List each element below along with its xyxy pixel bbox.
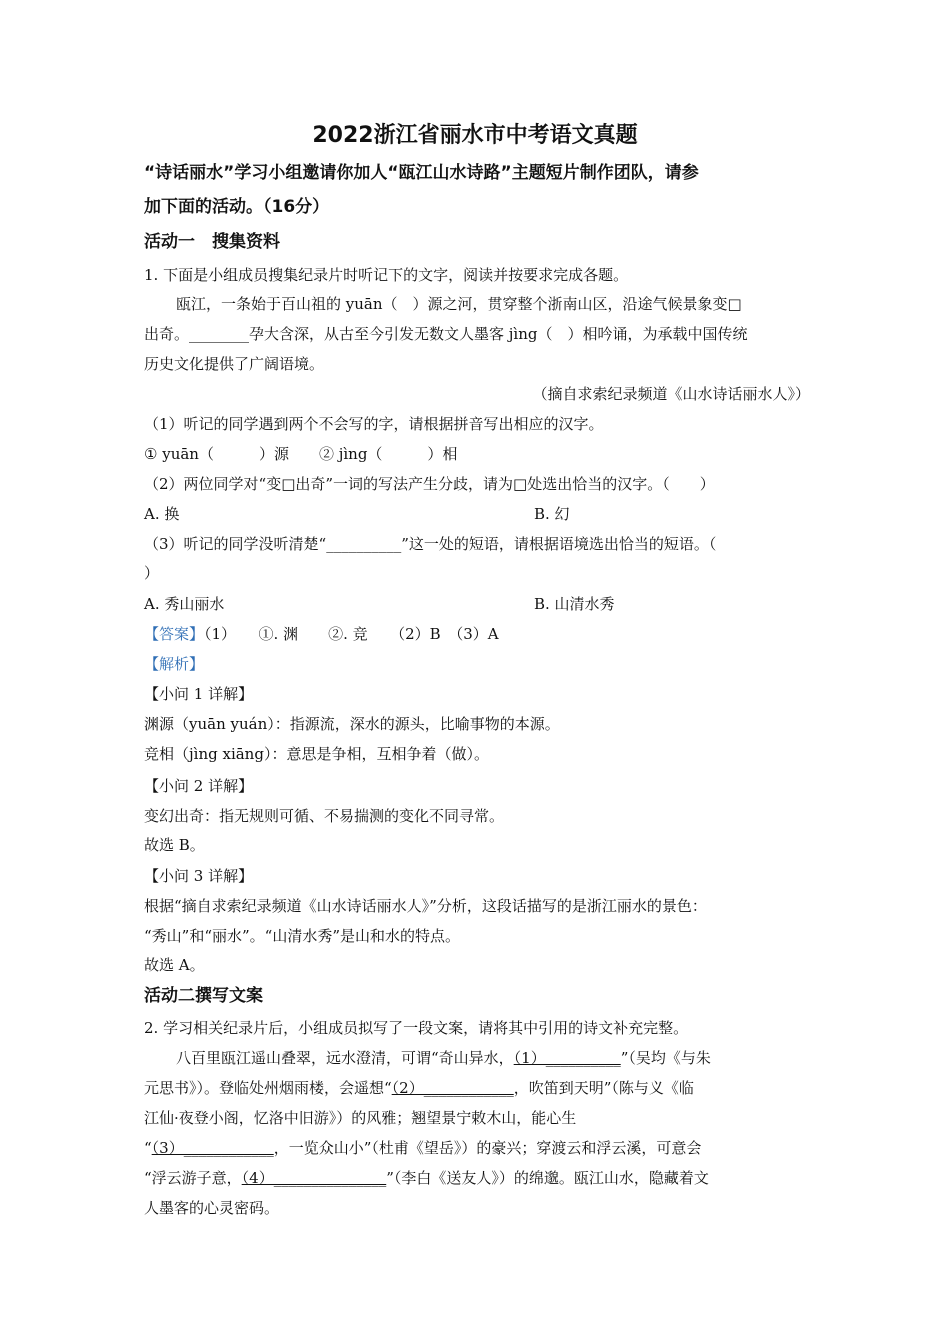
passage-2-text: 八百里瓯江遥山叠翠，远水澄清，可谓“奇山异水， [176,1049,514,1067]
passage-2-text: ，一览众山小”（杜甫《望岳》）的豪兴；穿渡云和浮云溪，可意会 [273,1139,702,1157]
passage-2-line-6: 人墨客的心灵密码。 [144,1199,280,1217]
passage-2-line-4 [144,1138,810,1158]
passage-2-line-5 [144,1168,810,1188]
answer-text: （1） ①. 渊 ②. 竞 （2）B （3）A [204,625,499,643]
passage-2-text: “浮云游子意， [144,1169,242,1187]
sub-question-3-options [144,594,810,614]
option-b: B. 幻 [534,505,570,523]
activity-1-heading: 活动一 搜集资料 [144,232,280,252]
detail-3-line-1: 根据“摘自求索纪录频道《山水诗话丽水人》”分析，这段话描写的是浙江丽水的景色： [144,897,707,915]
passage-1-line-1: 瓯江，一条始于百山祖的 yuān（ ）源之河，贯穿整个浙南山区，沿途气候景象变□ [176,295,742,313]
blank-4: （4）_______________ [241,1169,387,1187]
detail-1-heading: 【小问 1 详解】 [144,685,254,703]
passage-2-text: ，吹笛到天明”（陈与义《临 [513,1079,694,1097]
answer-line [144,624,810,644]
option-a: A. 秀山丽水 [144,595,225,613]
blank-1: （1）__________ [513,1049,621,1067]
passage-2-text: ”（李白《送友人》）的绵邈。瓯江山水，隐藏着文 [386,1169,709,1187]
detail-1-line-1: 渊源（yuān yuán）：指源流，深水的源头，比喻事物的本源。 [144,715,560,733]
passage-2-line-2 [144,1078,810,1098]
answer-tag: 【答案】 [144,625,205,643]
activity-2-heading: 活动二撰写文案 [144,986,263,1006]
option-b: B. 山清水秀 [534,595,615,613]
detail-3-heading: 【小问 3 详解】 [144,867,254,885]
passage-1-source: （摘自求索纪录频道《山水诗话丽水人》） [532,385,810,403]
sub-question-1-blanks: ① yuān（ ）源 ② jìng（ ）相 [144,445,458,463]
passage-2-text: 元思书》）。登临处州烟雨楼，会遥想“ [144,1079,392,1097]
blank-3: （3）____________ [151,1139,274,1157]
blank-2: （2）____________ [391,1079,514,1097]
detail-3-line-3: 故选 A。 [144,956,205,974]
intro-line-2: 加下面的活动。（16分） [144,197,330,217]
sub-question-1: （1）听记的同学遇到两个不会写的字，请根据拼音写出相应的汉字。 [144,415,604,433]
passage-2-line-3: 江仙·夜登小阁，忆洛中旧游》）的风雅；翘望景宁敕木山，能心生 [144,1109,577,1127]
question-2: 2. 学习相关纪录片后，小组成员拟写了一段文案，请将其中引用的诗文补充完整。 [144,1019,689,1037]
passage-2-text: “ [144,1139,152,1157]
page-title: 2022浙江省丽水市中考语文真题 [312,123,638,148]
detail-3-line-2: “秀山”和“丽水”。“山清水秀”是山和水的特点。 [144,927,461,945]
detail-1-line-2: 竞相（jìng xiāng）：意思是争相，互相争着（做）。 [144,745,489,763]
intro-line-1: “诗话丽水”学习小组邀请你加人“瓯江山水诗路”主题短片制作团队，请参 [144,163,699,183]
sub-question-2-options [144,504,810,524]
detail-2-heading: 【小问 2 详解】 [144,777,254,795]
question-1: 1. 下面是小组成员搜集纪录片时听记下的文字，阅读并按要求完成各题。 [144,266,629,284]
sub-question-2: （2）两位同学对“变□出奇”一词的写法产生分歧，请为□处选出恰当的汉字。（ ） [144,475,715,493]
passage-1-line-3: 历史文化提供了广阔语境。 [144,355,325,373]
passage-2-text: ”（吴均《与朱 [620,1049,711,1067]
passage-2-line-1 [176,1048,810,1068]
detail-2-line-1: 变幻出奇：指无规则可循、不易揣测的变化不同寻常。 [144,807,505,825]
passage-1-line-2: 出奇。________孕大含深，从古至今引发无数文人墨客 jìng（ ）相吟诵，为承载中国传统 [144,325,748,343]
analysis-tag: 【解析】 [144,655,205,673]
detail-2-line-2: 故选 B。 [144,836,205,854]
sub-question-3: （3）听记的同学没听清楚“__________”这一处的短语，请根据语境选出恰当的短语。（ [144,535,717,553]
sub-question-3-paren: ） [144,564,160,582]
option-a: A. 换 [144,505,180,523]
